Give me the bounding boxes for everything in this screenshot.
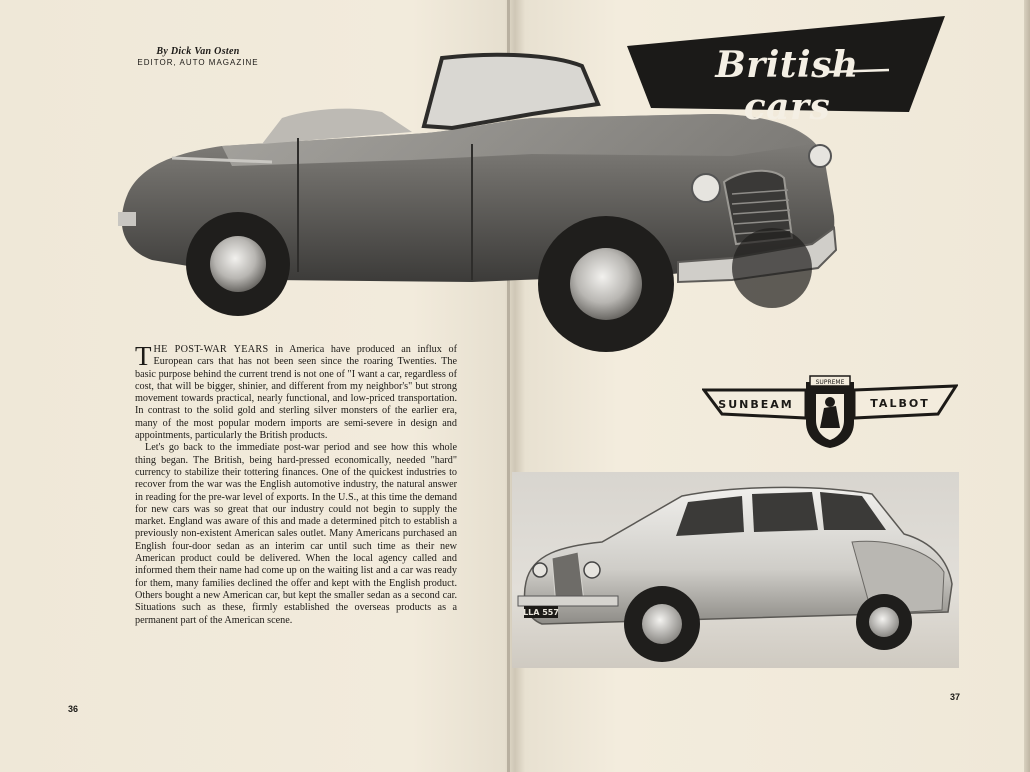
page-title: British cars	[715, 44, 859, 128]
emblem-left-word: SUNBEAM	[718, 398, 794, 411]
sunbeam-talbot-emblem	[702, 372, 958, 450]
article-body	[135, 341, 457, 627]
byline-role: EDITOR, AUTO MAGAZINE	[137, 58, 259, 67]
license-plate: LLA 557	[523, 608, 559, 617]
emblem-crest-label: SUPREME	[815, 379, 845, 386]
sedan-car-photo	[512, 472, 959, 668]
page-number-right: 37	[950, 692, 961, 702]
title-banner	[627, 16, 947, 128]
page-edge	[1024, 0, 1030, 772]
paragraph-1-text: in America have produced an influx of European cars that has not been seen since the roaring Twenties. The basic purpose behind the current trend is not one of "I want a car, regardless of cost, that will be bigger, shinier, and different from my neighbor's" but strong movement towards practical, nearly functional, and low-priced transportation. In contrast to the solid gold and sterling silver monsters of the earlier era, many of the most popular modern imports are semi-severe in design and appointments, particularly the British products.	[135, 344, 457, 442]
paragraph-2-text: Let's go back to the immediate post-war period and see how this whole thing began. The British, being hard-pressed economically, needed "hard" currency to stabilize their tottering finances. One of the quickest industries to recover from the war was the English automotive industry, the natural answer in reading for the pre-war level of exports. In the U.S., at this time the demand for new cars was so great that our industry could not begin to supply the market. England was aware of this and made a determined pitch to establish a previously non-existent American sales outlet. Many Americans purchased an English four-door sedan as an interim car until such time as their new American product could be delivered. When the local agency called and informed them their name had come up on the waiting list and a car was ready for them, many families declined the offer and kept with the English product. Others bought a new American car, but kept the smaller sedan as a second car. Situations such as these, firmly established the overseas products as a permanent part of the American scene.	[135, 442, 457, 626]
article-paragraph	[135, 341, 457, 442]
lead-caps: HE POST-WAR YEARS	[153, 344, 269, 355]
emblem-right-word: TALBOT	[870, 397, 930, 410]
byline-author: By Dick Van Osten	[156, 46, 240, 57]
drop-cap: T	[135, 341, 152, 371]
page-number-left: 36	[68, 704, 79, 714]
